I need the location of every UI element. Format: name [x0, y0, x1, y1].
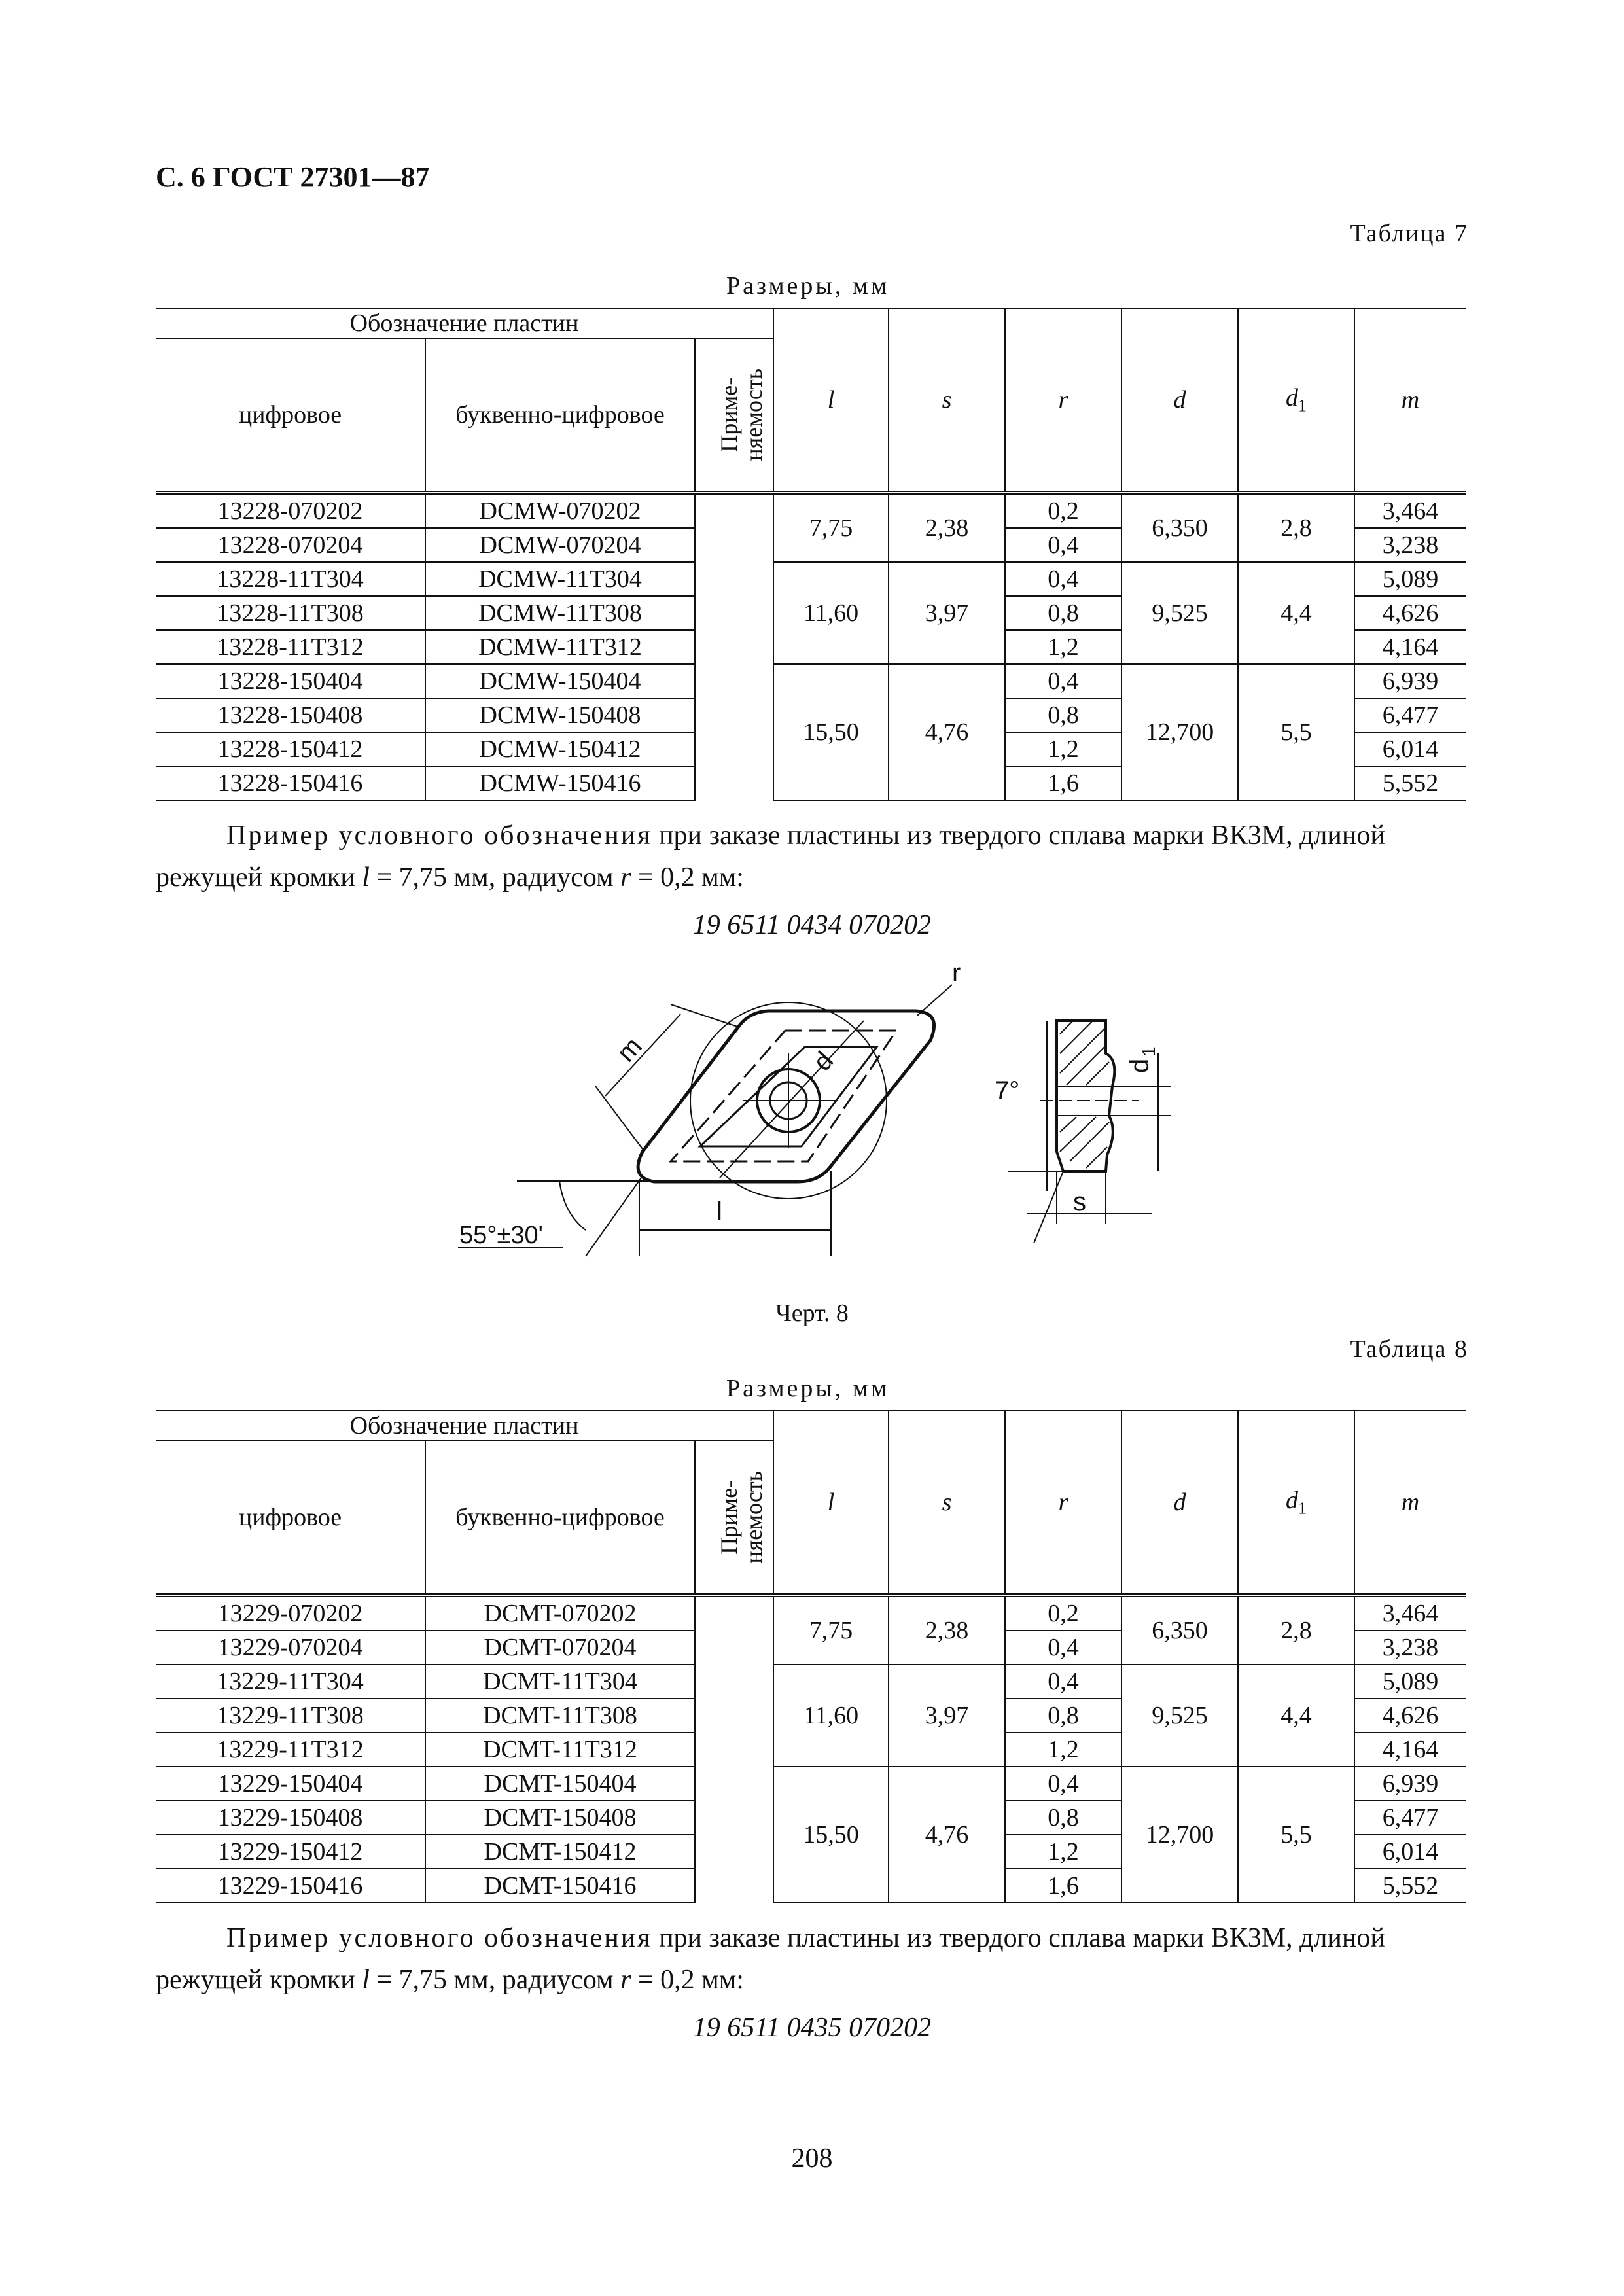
cell-digital: 13229-11T312 [156, 1733, 425, 1767]
column-header-s: s [889, 308, 1005, 493]
column-header-d1-sub: 1 [1298, 396, 1307, 415]
cell-r: 0,2 [1005, 493, 1121, 528]
column-header-m: m [1354, 1411, 1466, 1595]
cell-r: 0,4 [1005, 664, 1121, 698]
cell-digital: 13228-11T312 [156, 630, 425, 664]
example-l-symbol: l [362, 862, 370, 892]
example-code: 19 6511 0435 070202 [692, 2013, 932, 2043]
cell-m: 6,014 [1354, 1835, 1466, 1869]
cell-m: 3,464 [1354, 493, 1466, 528]
example-paragraph [156, 815, 1466, 898]
cell-m: 5,089 [1354, 562, 1466, 596]
cell-s: 2,38 [889, 1595, 1005, 1665]
table-row [156, 1665, 1466, 1699]
table-row [156, 664, 1466, 698]
cell-r: 0,2 [1005, 1595, 1121, 1631]
column-header-applicability-text: Приме- няемость [716, 1471, 767, 1564]
cell-applicability [695, 766, 773, 800]
drawing-caption: Черт. 8 [775, 1299, 849, 1327]
cell-r: 0,8 [1005, 1699, 1121, 1733]
cell-m: 3,238 [1354, 528, 1466, 562]
cell-l: 15,50 [773, 664, 889, 800]
cell-digital: 13228-11T308 [156, 596, 425, 630]
cell-alnum: DCMT-11T312 [425, 1733, 695, 1767]
cell-digital: 13229-11T308 [156, 1699, 425, 1733]
cell-applicability [695, 1733, 773, 1767]
example-code: 19 6511 0434 070202 [692, 910, 932, 940]
column-header-d1-sub: 1 [1298, 1498, 1307, 1518]
cell-s: 3,97 [889, 562, 1005, 664]
page-number: 208 [791, 2144, 833, 2174]
table-units: Размеры, мм [726, 1375, 890, 1402]
column-header-digital: цифровое [156, 1441, 425, 1595]
cell-d1: 4,4 [1238, 562, 1354, 664]
example-text-2: = 7,75 мм, радиусом [369, 1965, 621, 1995]
cell-d1: 2,8 [1238, 1595, 1354, 1665]
example-text: при заказе пластины из твердого сплава марки ВК3М, длиной режущей кромки [156, 1923, 1385, 1995]
example-paragraph [156, 1917, 1466, 2001]
cell-applicability [695, 596, 773, 630]
cell-digital: 13228-070204 [156, 528, 425, 562]
cell-digital: 13228-150408 [156, 698, 425, 732]
column-header-s: s [889, 1411, 1005, 1595]
cell-l: 15,50 [773, 1767, 889, 1903]
column-header-l: l [773, 308, 889, 493]
column-header-d1-symbol: d [1286, 1486, 1299, 1514]
cell-d: 12,700 [1121, 1767, 1238, 1903]
cell-m: 4,626 [1354, 596, 1466, 630]
cell-alnum: DCMT-11T308 [425, 1699, 695, 1733]
cell-digital: 13229-150416 [156, 1869, 425, 1903]
cell-digital: 13228-150404 [156, 664, 425, 698]
column-header-applicability [695, 338, 773, 493]
column-header-d: d [1121, 308, 1238, 493]
cell-alnum: DCMT-150404 [425, 1767, 695, 1801]
cell-r: 0,8 [1005, 698, 1121, 732]
cell-digital: 13228-070202 [156, 493, 425, 528]
cell-r: 0,8 [1005, 596, 1121, 630]
example-lead: Пример условного обозначения [226, 821, 652, 851]
cell-alnum: DCMW-150404 [425, 664, 695, 698]
cell-applicability [695, 1595, 773, 1631]
cell-r: 0,4 [1005, 1631, 1121, 1665]
table-label: Таблица 7 [1350, 220, 1468, 247]
cell-s: 4,76 [889, 1767, 1005, 1903]
cell-d: 9,525 [1121, 1665, 1238, 1767]
column-header-r: r [1005, 1411, 1121, 1595]
cell-m: 5,089 [1354, 1665, 1466, 1699]
cell-digital: 13228-11T304 [156, 562, 425, 596]
cell-alnum: DCMW-11T312 [425, 630, 695, 664]
cell-applicability [695, 664, 773, 698]
angle-arc [559, 1181, 586, 1230]
cell-m: 6,939 [1354, 664, 1466, 698]
cell-applicability [695, 1835, 773, 1869]
table-row [156, 562, 1466, 596]
column-group-header: Обозначение пластин [156, 308, 773, 338]
column-header-d: d [1121, 1411, 1238, 1595]
cell-alnum: DCMT-150412 [425, 1835, 695, 1869]
cell-s: 2,38 [889, 493, 1005, 562]
column-header-d1 [1238, 1411, 1354, 1595]
column-header-digital: цифровое [156, 338, 425, 493]
column-header-m: m [1354, 308, 1466, 493]
cell-digital: 13229-150412 [156, 1835, 425, 1869]
cell-alnum: DCMW-150416 [425, 766, 695, 800]
column-header-applicability-text: Приме- няемость [716, 368, 767, 461]
cell-alnum: DCMW-11T308 [425, 596, 695, 630]
cell-l: 7,75 [773, 493, 889, 562]
cell-d1: 5,5 [1238, 1767, 1354, 1903]
example-r-symbol: r [620, 862, 631, 892]
label-d: d [807, 1046, 839, 1077]
extension-line [671, 1004, 739, 1027]
column-header-alnum: буквенно-цифровое [425, 338, 695, 493]
cell-r: 1,2 [1005, 630, 1121, 664]
cell-r: 0,4 [1005, 1767, 1121, 1801]
cell-applicability [695, 493, 773, 528]
cell-alnum: DCMW-070204 [425, 528, 695, 562]
cell-r: 1,6 [1005, 766, 1121, 800]
cell-d1: 4,4 [1238, 1665, 1354, 1767]
cell-alnum: DCMT-070202 [425, 1595, 695, 1631]
label-angle-7: 7° [995, 1076, 1020, 1105]
cell-applicability [695, 1665, 773, 1699]
cell-d: 12,700 [1121, 664, 1238, 800]
example-text-3: = 0,2 мм: [631, 862, 744, 892]
example-lead: Пример условного обозначения [226, 1923, 652, 1953]
cell-d: 6,350 [1121, 493, 1238, 562]
insert-outline [638, 1011, 934, 1182]
cell-applicability [695, 528, 773, 562]
cell-m: 4,164 [1354, 630, 1466, 664]
cell-applicability [695, 1869, 773, 1903]
cell-d1: 2,8 [1238, 493, 1354, 562]
cell-alnum: DCMW-11T304 [425, 562, 695, 596]
cell-applicability [695, 732, 773, 766]
spec-table [156, 308, 1466, 801]
cell-m: 4,626 [1354, 1699, 1466, 1733]
column-header-alnum: буквенно-цифровое [425, 1441, 695, 1595]
cell-digital: 13228-150416 [156, 766, 425, 800]
cell-m: 6,014 [1354, 732, 1466, 766]
label-d1-sub: 1 [1139, 1046, 1159, 1057]
example-l-symbol: l [362, 1965, 370, 1995]
cell-alnum: DCMW-150408 [425, 698, 695, 732]
column-header-d1 [1238, 308, 1354, 493]
cell-r: 1,2 [1005, 1733, 1121, 1767]
cell-applicability [695, 698, 773, 732]
cell-applicability [695, 562, 773, 596]
label-m: m [611, 1032, 648, 1068]
cell-m: 4,164 [1354, 1733, 1466, 1767]
cell-m: 6,477 [1354, 698, 1466, 732]
label-angle-55: 55°±30' [459, 1222, 543, 1249]
cell-applicability [695, 1767, 773, 1801]
table-row [156, 493, 1466, 528]
cell-r: 0,4 [1005, 562, 1121, 596]
cell-m: 6,939 [1354, 1767, 1466, 1801]
cell-applicability [695, 1801, 773, 1835]
cell-digital: 13228-150412 [156, 732, 425, 766]
cell-m: 5,552 [1354, 1869, 1466, 1903]
table-row [156, 1595, 1466, 1631]
cell-applicability [695, 630, 773, 664]
column-group-header: Обозначение пластин [156, 1411, 773, 1441]
column-header-d1-symbol: d [1286, 383, 1299, 412]
table-label: Таблица 8 [1350, 1335, 1468, 1363]
cell-m: 5,552 [1354, 766, 1466, 800]
cell-alnum: DCMT-150416 [425, 1869, 695, 1903]
cell-r: 1,2 [1005, 1835, 1121, 1869]
label-l: l [716, 1197, 722, 1226]
table-units: Размеры, мм [726, 272, 890, 300]
column-header-r: r [1005, 308, 1121, 493]
label-d1: d [1125, 1058, 1154, 1073]
cell-l: 7,75 [773, 1595, 889, 1665]
extension-line [595, 1086, 644, 1152]
spec-table [156, 1410, 1466, 1903]
section-hatching [1060, 1021, 1109, 1168]
cell-m: 3,464 [1354, 1595, 1466, 1631]
cell-alnum: DCMT-070204 [425, 1631, 695, 1665]
cell-digital: 13229-150408 [156, 1801, 425, 1835]
cell-digital: 13229-150404 [156, 1767, 425, 1801]
cell-d: 6,350 [1121, 1595, 1238, 1665]
cell-r: 0,4 [1005, 528, 1121, 562]
column-header-l: l [773, 1411, 889, 1595]
cell-digital: 13229-070204 [156, 1631, 425, 1665]
leader-r [917, 985, 952, 1016]
example-text: при заказе пластины из твердого сплава марки ВК3М, длиной режущей кромки [156, 821, 1385, 892]
cell-alnum: DCMW-150412 [425, 732, 695, 766]
cell-r: 0,8 [1005, 1801, 1121, 1835]
example-text-2: = 7,75 мм, радиусом [369, 862, 621, 892]
cell-digital: 13229-11T304 [156, 1665, 425, 1699]
cell-alnum: DCMT-11T304 [425, 1665, 695, 1699]
cell-applicability [695, 1699, 773, 1733]
example-r-symbol: r [620, 1965, 631, 1995]
cell-r: 1,6 [1005, 1869, 1121, 1903]
label-s: s [1073, 1188, 1086, 1216]
cell-l: 11,60 [773, 562, 889, 664]
cell-alnum: DCMW-070202 [425, 493, 695, 528]
cell-s: 3,97 [889, 1665, 1005, 1767]
cell-m: 6,477 [1354, 1801, 1466, 1835]
relief-angle-line [1034, 1171, 1063, 1243]
label-r: r [952, 959, 961, 987]
cell-m: 3,238 [1354, 1631, 1466, 1665]
cell-d1: 5,5 [1238, 664, 1354, 800]
insert-drawing [419, 955, 1191, 1282]
document-header: С. 6 ГОСТ 27301—87 [156, 161, 430, 193]
cell-r: 0,4 [1005, 1665, 1121, 1699]
cell-digital: 13229-070202 [156, 1595, 425, 1631]
cell-l: 11,60 [773, 1665, 889, 1767]
table-row [156, 1767, 1466, 1801]
example-text-3: = 0,2 мм: [631, 1965, 744, 1995]
column-header-applicability [695, 1441, 773, 1595]
angle-edge-line [586, 1178, 641, 1256]
cell-alnum: DCMT-150408 [425, 1801, 695, 1835]
cell-s: 4,76 [889, 664, 1005, 800]
cell-d: 9,525 [1121, 562, 1238, 664]
cell-r: 1,2 [1005, 732, 1121, 766]
cell-applicability [695, 1631, 773, 1665]
